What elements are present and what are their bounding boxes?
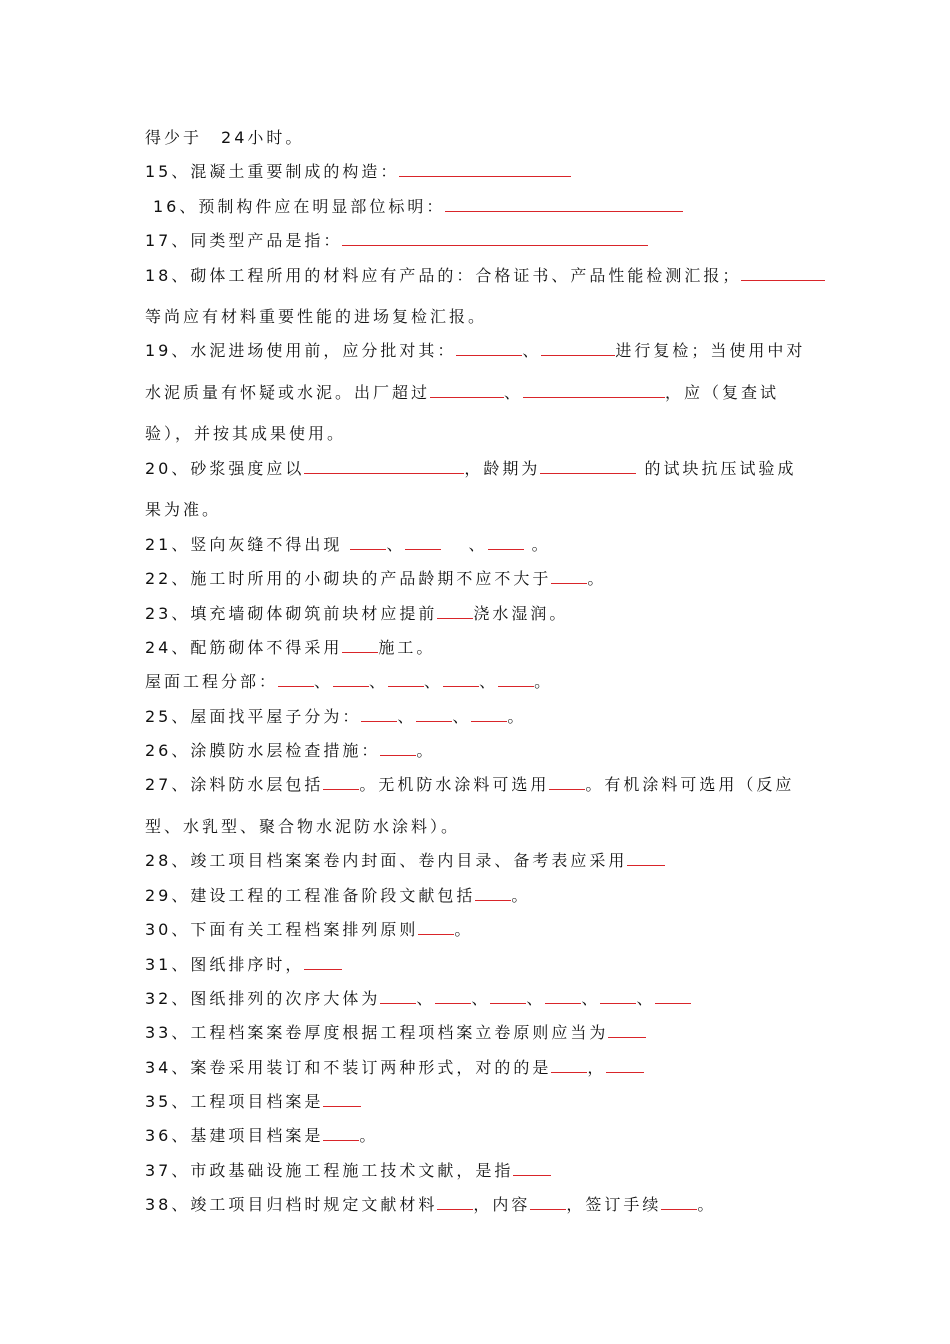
question-38: 38、竣工项目归档时规定文献材料 ，内容 ，签订手续 。 [145, 1195, 717, 1215]
question-28: 28、竣工项目档案案卷内封面、卷内目录、备考表应采用 [145, 849, 825, 872]
question-25: 25、屋面找平屋子分为： 、 、 。 [145, 706, 527, 726]
question-27: 27、涂料防水层包括 。无机防水涂料可选用 。有机涂料可选用（反应 [145, 775, 795, 795]
line-continuation: 得少于 24小时。 [145, 128, 305, 147]
question-31: 31、图纸排序时， [145, 953, 825, 976]
answer-blank[interactable] [549, 773, 585, 790]
answer-blank[interactable] [551, 567, 587, 584]
answer-blank[interactable] [399, 160, 571, 177]
answer-blank[interactable] [608, 1021, 646, 1038]
answer-blank[interactable] [545, 987, 581, 1004]
answer-blank[interactable] [323, 773, 359, 790]
answer-blank[interactable] [405, 533, 441, 550]
question-35: 35、工程项目档案是 [145, 1090, 825, 1113]
question-roof-sections: 屋面工程分部： 、 、 、 、 。 [145, 672, 554, 692]
answer-blank[interactable] [342, 229, 648, 246]
question-list [145, 126, 825, 1228]
answer-blank[interactable] [655, 987, 691, 1004]
answer-blank[interactable] [323, 1124, 359, 1141]
question-19: 19、水泥进场使用前，应分批对其： 、 进行复检；当使用中对 [145, 341, 806, 361]
question-27-cont: 型、水乳型、聚合物水泥防水涂料）。 [145, 816, 461, 836]
question-19-cont2: 验），并按其成果使用。 [145, 424, 347, 444]
answer-blank[interactable] [416, 705, 452, 722]
answer-blank[interactable] [541, 339, 615, 356]
answer-blank[interactable] [600, 987, 636, 1004]
question-21: 21、竖向灰缝不得出现 、 、 。 [145, 534, 551, 554]
answer-blank[interactable] [488, 533, 524, 550]
answer-blank[interactable] [342, 636, 378, 653]
question-20: 20、砂浆强度应以 ，龄期为 的试块抗压试验成 [145, 458, 797, 478]
question-22: 22、施工时所用的小砌块的产品龄期不应不大于 。 [145, 569, 607, 589]
answer-blank[interactable] [418, 918, 454, 935]
answer-blank[interactable] [304, 953, 342, 970]
question-26: 26、涂膜防水层检查措施： 。 [145, 741, 436, 761]
answer-blank[interactable] [456, 339, 522, 356]
question-23: 23、填充墙砌体砌筑前块材应提前 浇水湿润。 [145, 603, 569, 623]
answer-blank[interactable] [513, 1159, 551, 1176]
answer-blank[interactable] [435, 987, 471, 1004]
answer-blank[interactable] [380, 987, 416, 1004]
answer-blank[interactable] [437, 1193, 473, 1210]
answer-blank[interactable] [490, 987, 526, 1004]
answer-blank[interactable] [523, 381, 665, 398]
answer-blank[interactable] [498, 670, 534, 687]
question-20-cont: 果为准。 [145, 500, 222, 520]
question-18: 18、砌体工程所用的材料应有产品的：合格证书、产品性能检测汇报； [145, 264, 825, 287]
answer-blank[interactable] [471, 705, 507, 722]
question-37: 37、市政基础设施工程施工技术文献，是指 [145, 1159, 825, 1182]
answer-blank[interactable] [350, 533, 386, 550]
question-24: 24、配筋砌体不得采用 施工。 [145, 637, 436, 657]
question-33: 33、工程档案案卷厚度根据工程项档案立卷原则应当为 [145, 1021, 825, 1044]
question-17: 17、同类型产品是指： [145, 229, 825, 252]
answer-blank[interactable] [661, 1193, 697, 1210]
answer-blank[interactable] [333, 670, 369, 687]
question-36: 36、基建项目档案是 。 [145, 1126, 379, 1146]
answer-blank[interactable] [540, 457, 636, 474]
question-32: 32、图纸排列的次序大体为 、 、 、 、 、 [145, 987, 825, 1010]
answer-blank[interactable] [475, 884, 511, 901]
answer-blank[interactable] [380, 739, 416, 756]
question-30: 30、下面有关工程档案排列原则 。 [145, 920, 474, 940]
answer-blank[interactable] [530, 1193, 566, 1210]
answer-blank[interactable] [627, 849, 665, 866]
answer-blank[interactable] [437, 602, 473, 619]
question-34: 34、案卷采用装订和不装订两种形式，对的的是 ， [145, 1056, 825, 1079]
answer-blank[interactable] [445, 195, 683, 212]
answer-blank[interactable] [323, 1090, 361, 1107]
answer-blank[interactable] [278, 670, 314, 687]
answer-blank[interactable] [741, 264, 825, 281]
question-16: 16、预制构件应在明显部位标明： [145, 195, 825, 218]
question-18-cont: 等尚应有材料重要性能的进场复检汇报。 [145, 307, 488, 327]
question-29: 29、建设工程的工程准备阶段文献包括 。 [145, 885, 531, 905]
answer-blank[interactable] [304, 457, 464, 474]
answer-blank[interactable] [606, 1056, 644, 1073]
answer-blank[interactable] [430, 381, 504, 398]
question-19-cont: 水泥质量有怀疑或水泥。出厂超过 、 ，应（复查试 [145, 382, 780, 402]
answer-blank[interactable] [443, 670, 479, 687]
answer-blank[interactable] [551, 1056, 587, 1073]
answer-blank[interactable] [361, 705, 397, 722]
answer-blank[interactable] [388, 670, 424, 687]
question-15: 15、混凝土重要制成的构造： [145, 160, 825, 183]
